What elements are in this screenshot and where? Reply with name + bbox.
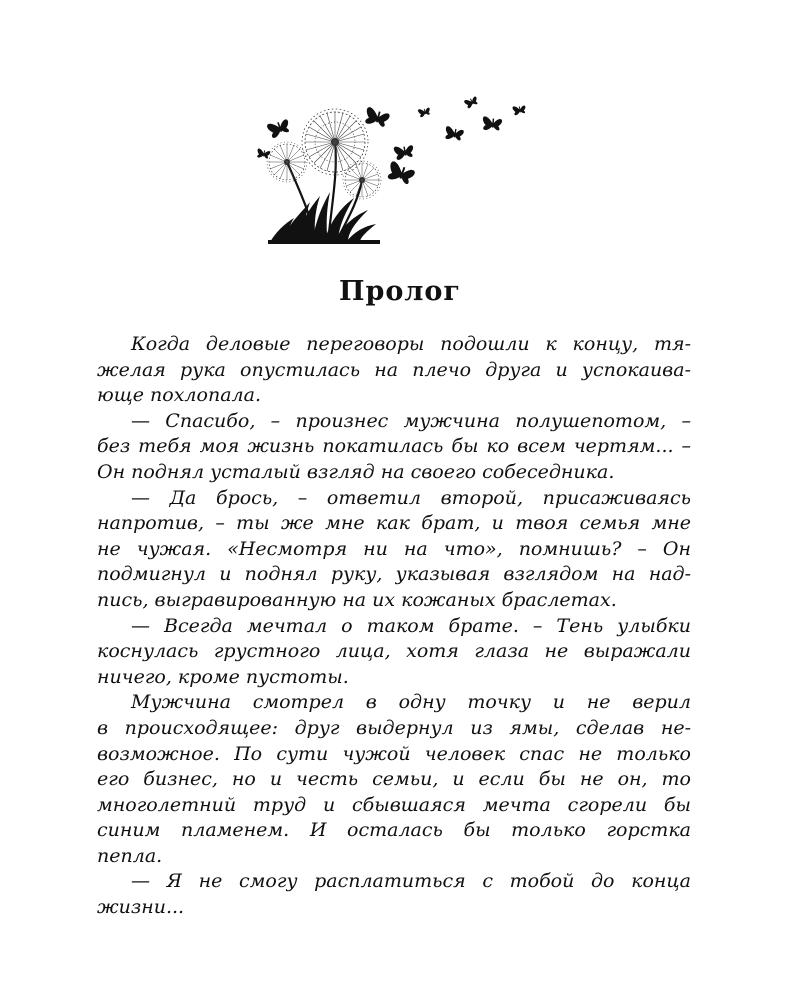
dandelion-head-small-left [267, 142, 307, 182]
text-line: в происходящее: друг выдернул из ямы, сделав не- [97, 716, 691, 739]
text-line: юще похлопала. [97, 384, 261, 407]
text-line: ничего, кроме пустоты. [97, 665, 349, 688]
dandelion-head-small-right [343, 161, 381, 199]
text-line: Он поднял усталый взгляд на своего собеседника. [97, 460, 615, 483]
chapter-title: Пролог [339, 276, 461, 307]
text-line: коснулась грустного лица, хотя глаза не выражали [97, 640, 691, 663]
text-line: без тебя моя жизнь покатилась бы ко всем чертям... – [97, 435, 691, 458]
text-line: подмигнул и поднял руку, указывая взглядом на над- [97, 563, 691, 586]
text-line: — Да брось, – ответил второй, присаживаясь [131, 486, 691, 509]
text-line: — Я не смогу расплатиться с тобой до конца [131, 870, 691, 893]
text-line: пепла. [97, 844, 163, 867]
text-line: желая рука опустилась на плечо друга и успокаива- [97, 358, 691, 381]
text-line: возможное. По сути чужой человек спас не только [97, 742, 691, 765]
butterflies-icon [256, 95, 526, 186]
text-line: многолетний труд и сбывшаяся мечта сгорели бы [97, 793, 691, 816]
text-line: Когда деловые переговоры подошли к концу, тя- [131, 333, 691, 355]
text-line: его бизнес, но и честь семьи, и если бы не он, то [97, 768, 691, 791]
dandelion-with-butterflies-icon [250, 92, 550, 247]
text-line: синим пламенем. И осталась бы только горстка [97, 819, 691, 842]
text-line: напротив, – ты же мне как брат, и твоя семья мне [97, 512, 691, 535]
text-line: жизни... [97, 896, 185, 919]
grass-icon [268, 192, 380, 244]
dandelion-head-large [302, 109, 368, 175]
text-line: пись, выгравированную на их кожаных браслетах. [97, 588, 617, 611]
text-line: Мужчина смотрел в одну точку и не верил [131, 691, 691, 714]
text-line: — Всегда мечтал о таком брате. – Тень улыбки [131, 614, 691, 637]
text-line: — Спасибо, – произнес мужчина полушепотом, – [131, 409, 691, 432]
prologue-text [97, 332, 691, 921]
text-line: не чужая. «Несмотря ни на что», помнишь? – Он [97, 537, 691, 560]
